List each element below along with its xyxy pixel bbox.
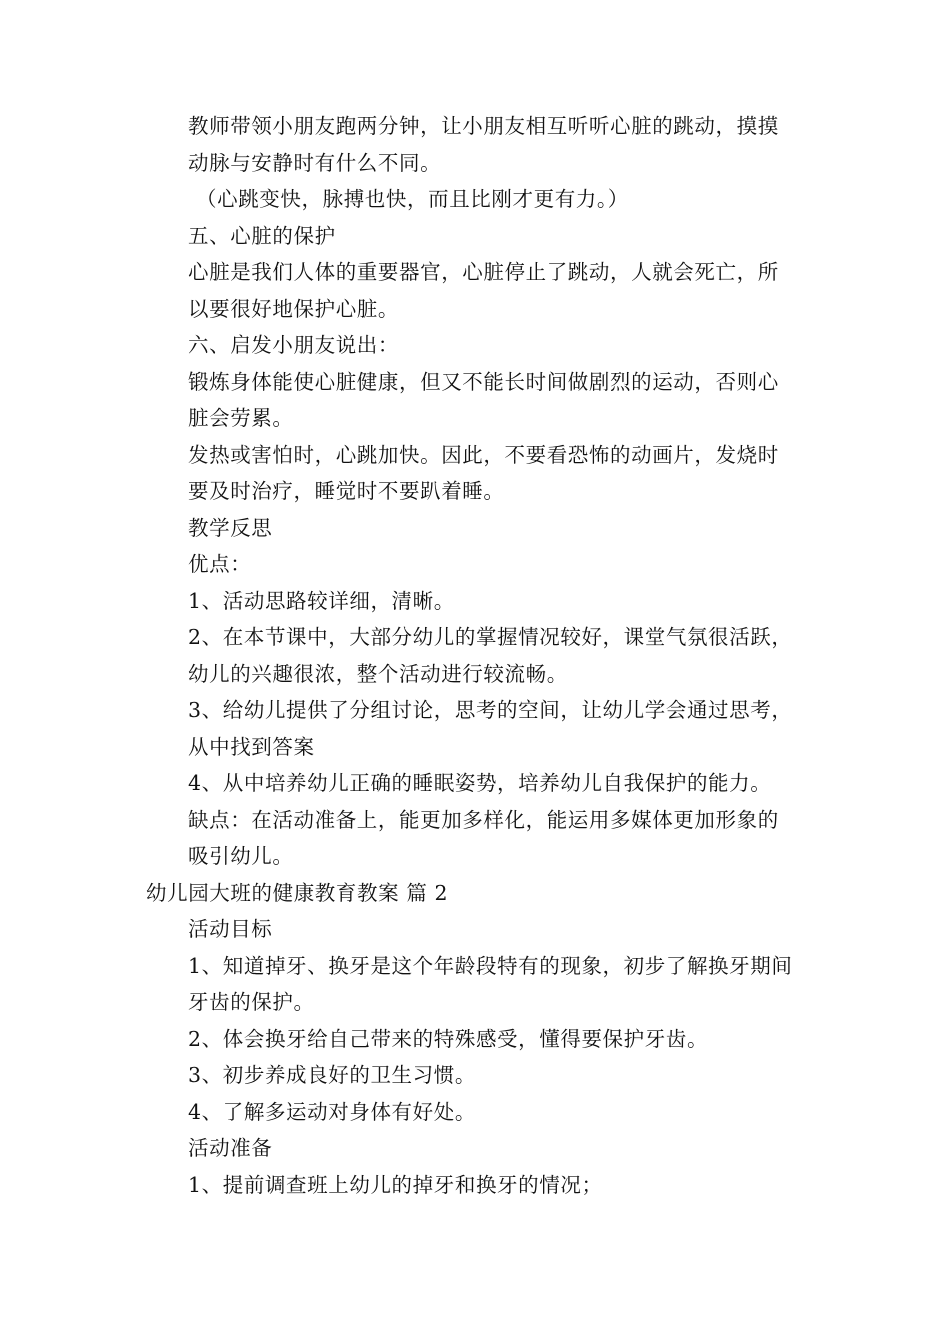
paragraph [146, 1167, 811, 1204]
text-line: 1、提前调查班上幼儿的掉牙和换牙的情况； [188, 1172, 603, 1197]
text-line: 脏会劳累。 [188, 406, 294, 430]
text-line: 活动目标 [188, 917, 273, 941]
text-line: 五、心脏的保护 [188, 223, 336, 248]
paragraph [146, 948, 811, 1021]
paragraph [146, 692, 811, 765]
paragraph [146, 181, 811, 218]
text-line: 六、启发小朋友说出： [188, 333, 399, 357]
text-line: 要及时治疗，睡觉时不要趴着睡。 [188, 479, 505, 503]
text-line: 3、初步养成良好的卫生习惯。 [188, 1063, 476, 1087]
text-line: 幼儿的兴趣很浓，整个活动进行较流畅。 [188, 661, 568, 686]
paragraph [146, 254, 811, 327]
paragraph [146, 765, 811, 802]
paragraph [146, 327, 811, 364]
text-line: 牙齿的保护。 [188, 990, 315, 1014]
paragraph [146, 619, 811, 692]
text-line: 缺点：在活动准备上，能更加多样化，能运用多媒体更加形象的 [188, 807, 779, 832]
text-line: 心脏是我们人体的重要器官，心脏停止了跳动，人就会死亡，所 [188, 260, 779, 284]
paragraph [146, 108, 811, 181]
text-line: 优点： [188, 552, 252, 576]
text-line: 3、给幼儿提供了分组讨论，思考的空间，让幼儿学会通过思考， [188, 698, 793, 722]
paragraph [146, 1021, 811, 1058]
paragraph [146, 1130, 811, 1167]
paragraph [146, 546, 811, 583]
text-line: 动脉与安静时有什么不同。 [188, 150, 442, 175]
text-line: 从中找到答案 [188, 734, 315, 759]
text-line: 1、活动思路较详细，清晰。 [188, 588, 455, 613]
text-line: 吸引幼儿。 [188, 844, 294, 868]
text-line: 活动准备 [188, 1136, 273, 1160]
paragraph [146, 802, 811, 875]
paragraph [146, 1094, 811, 1131]
paragraph [146, 911, 811, 948]
paragraph [146, 510, 811, 547]
paragraph [146, 364, 811, 437]
text-line: 1、知道掉牙、换牙是这个年龄段特有的现象，初步了解换牙期间 [188, 953, 793, 978]
paragraph [146, 218, 811, 255]
paragraph [146, 437, 811, 510]
text-line: （心跳变快，脉搏也快，而且比刚才更有力。） [196, 187, 629, 211]
text-line: 2、在本节课中，大部分幼儿的掌握情况较好，课堂气氛很活跃， [188, 625, 793, 649]
text-line: 4、从中培养幼儿正确的睡眠姿势，培养幼儿自我保护的能力。 [188, 771, 772, 795]
text-line: 锻炼身体能使心脏健康，但又不能长时间做剧烈的运动，否则心 [188, 369, 779, 394]
text-line: 以要很好地保护心脏。 [188, 296, 399, 321]
document-body [146, 108, 811, 1203]
section-heading [146, 875, 811, 912]
paragraph [146, 1057, 811, 1094]
text-line: 发热或害怕时，心跳加快。因此，不要看恐怖的动画片，发烧时 [188, 442, 779, 467]
text-line: 4、了解多运动对身体有好处。 [188, 1099, 476, 1124]
paragraph [146, 583, 811, 620]
text-line: 2、体会换牙给自己带来的特殊感受，懂得要保护牙齿。 [188, 1026, 709, 1051]
text-line: 幼儿园大班的健康教育教案 篇 2 [146, 880, 449, 905]
text-line: 教学反思 [188, 515, 273, 540]
text-line: 教师带领小朋友跑两分钟，让小朋友相互听听心脏的跳动，摸摸 [188, 114, 779, 138]
